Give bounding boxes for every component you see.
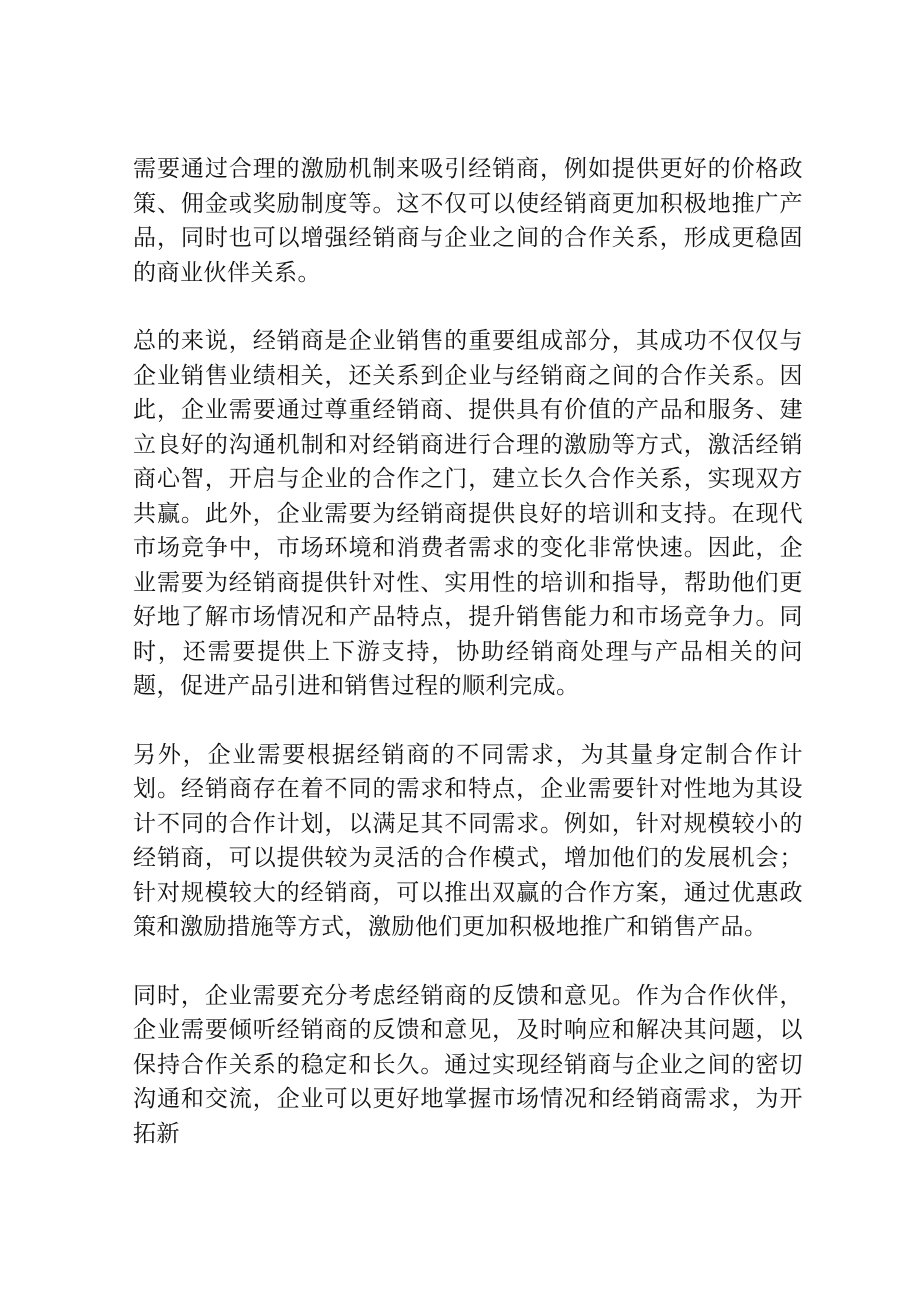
paragraph-1: 需要通过合理的激励机制来吸引经销商，例如提供更好的价格政策、佣金或奖励制度等。这不仅可以使经销商更加积极地推广产品，同时也可以增强经销商与企业之间的合作关系，形成更稳固的商业伙伴关系。 bbox=[133, 156, 803, 286]
paragraph-4: 同时，企业需要充分考虑经销商的反馈和意见。作为合作伙伴，企业需要倾听经销商的反馈和意见，及时响应和解决其问题，以保持合作关系的稳定和长久。通过实现经销商与企业之间的密切沟通和交流，企业可以更好地掌握市场情况和经销商需求，为开拓新 bbox=[133, 982, 803, 1147]
paragraph-2: 总的来说，经销商是企业销售的重要组成部分，其成功不仅仅与企业销售业绩相关，还关系到企业与经销商之间的合作关系。因此，企业需要通过尊重经销商、提供具有价值的产品和服务、建立良好的沟通机制和对经销商进行合理的激励等方式，激活经销商心智，开启与企业的合作之门，建立长久合作关系，实现双方共赢。此外，企业需要为经销商提供良好的培训和支持。在现代市场竞争中，市场环境和消费者需求的变化非常快速。因此，企业需要为经销商提供针对性、实用性的培训和指导，帮助他们更好地了解市场情况和产品特点，提升销售能力和市场竞争力。同时，还需要提供上下游支持，协助经销商处理与产品相关的问题，促进产品引进和销售过程的顺利完成。 bbox=[133, 328, 803, 699]
paragraph-3: 另外，企业需要根据经销商的不同需求，为其量身定制合作计划。经销商存在着不同的需求和特点，企业需要针对性地为其设计不同的合作计划，以满足其不同需求。例如，针对规模较小的经销商，可以提供较为灵活的合作模式，增加他们的发展机会；针对规模较大的经销商，可以推出双赢的合作方案，通过优惠政策和激励措施等方式，激励他们更加积极地推广和销售产品。 bbox=[133, 741, 803, 940]
document-body bbox=[133, 152, 803, 1185]
